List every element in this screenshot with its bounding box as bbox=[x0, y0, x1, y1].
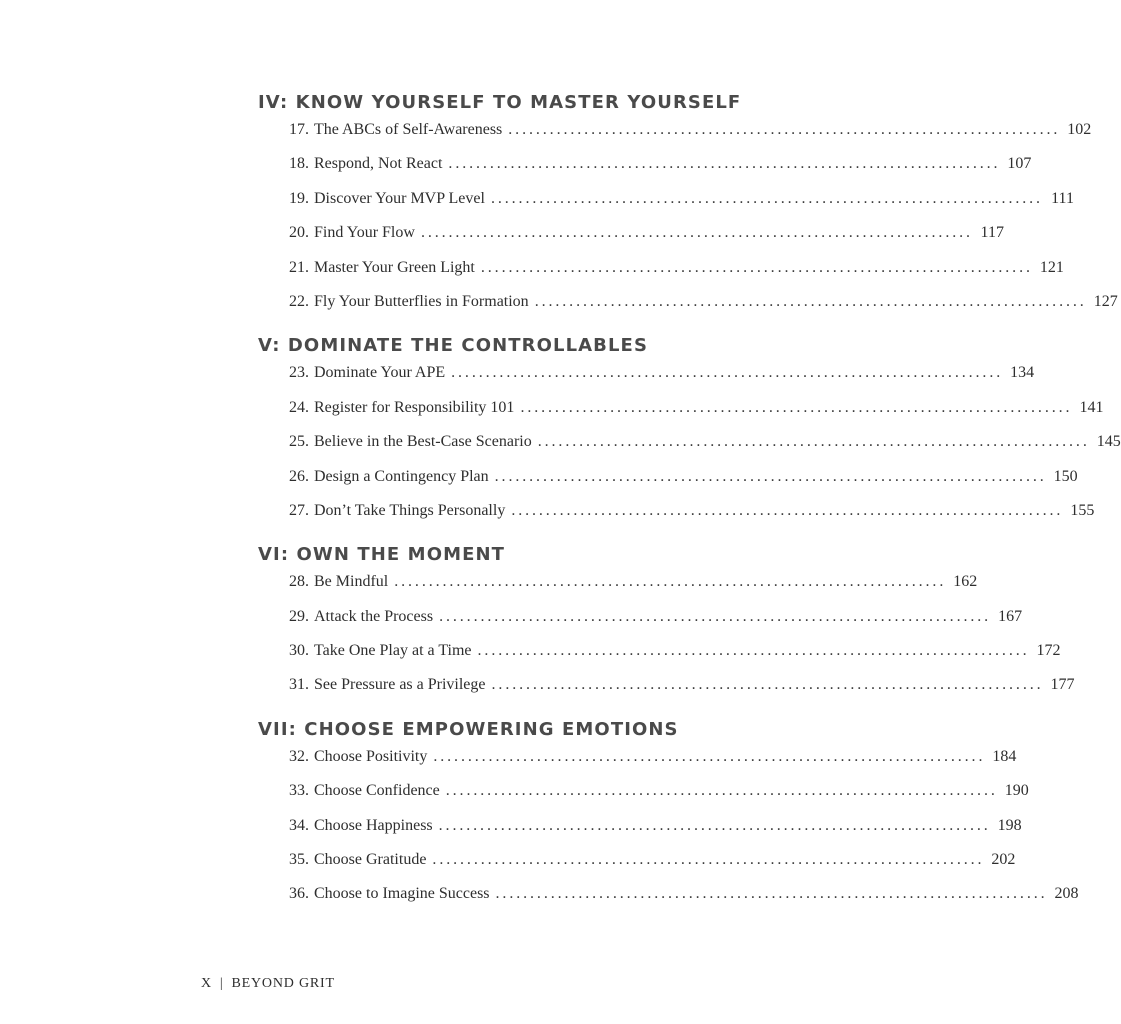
chapter-title: Don’t Take Things Personally bbox=[314, 501, 506, 519]
chapter-number: 36. bbox=[289, 885, 309, 903]
chapter-title: Choose Happiness bbox=[314, 816, 433, 834]
chapter-number: 27. bbox=[289, 501, 309, 519]
toc-entry bbox=[258, 811, 1022, 845]
chapter-number: 34. bbox=[289, 816, 309, 834]
chapter-number: 33. bbox=[289, 782, 309, 800]
table-of-contents bbox=[258, 91, 1121, 914]
dot-leader: ................................................................................ bbox=[477, 642, 1030, 660]
folio-page-number: X bbox=[201, 976, 212, 991]
footer-separator: | bbox=[219, 976, 224, 991]
page-number: 117 bbox=[980, 224, 1004, 242]
chapter-number: 19. bbox=[289, 189, 309, 207]
section-entries bbox=[258, 358, 1121, 530]
chapter-title: Believe in the Best-Case Scenario bbox=[314, 433, 532, 451]
dot-leader: ................................................................................ bbox=[511, 501, 1064, 519]
chapter-number: 24. bbox=[289, 398, 309, 416]
section-title: IV: KNOW YOURSELF TO MASTER YOURSELF bbox=[258, 92, 742, 113]
dot-leader: ................................................................................ bbox=[432, 851, 985, 869]
chapter-number: 30. bbox=[289, 642, 309, 660]
toc-entry bbox=[258, 670, 1075, 704]
page-number: 145 bbox=[1096, 433, 1121, 451]
toc-section bbox=[258, 718, 1079, 914]
toc-section bbox=[258, 543, 1075, 705]
toc-entry bbox=[258, 776, 1029, 810]
toc-entry bbox=[258, 845, 1016, 879]
toc-entry bbox=[258, 496, 1095, 530]
chapter-title: Dominate Your APE bbox=[314, 364, 446, 382]
page-number: 202 bbox=[991, 851, 1016, 869]
page-number: 198 bbox=[997, 816, 1022, 834]
chapter-number: 31. bbox=[289, 676, 309, 694]
chapter-title: Choose Positivity bbox=[314, 747, 428, 765]
page-number: 162 bbox=[953, 573, 978, 591]
page-number: 111 bbox=[1051, 189, 1074, 207]
dot-leader: ................................................................................ bbox=[534, 292, 1087, 310]
chapter-title: Choose Confidence bbox=[314, 782, 440, 800]
running-book-title: BEYOND GRIT bbox=[231, 976, 335, 991]
toc-entry bbox=[258, 184, 1074, 218]
dot-leader: ................................................................................ bbox=[508, 121, 1061, 138]
page-number: 150 bbox=[1053, 467, 1078, 485]
page-number: 134 bbox=[1010, 364, 1035, 382]
chapter-number: 22. bbox=[289, 292, 309, 310]
chapter-title: Attack the Process bbox=[314, 607, 434, 625]
chapter-title: Register for Responsibility 101 bbox=[314, 398, 515, 416]
chapter-title: Be Mindful bbox=[314, 573, 389, 591]
section-entries bbox=[258, 742, 1079, 914]
toc-entry bbox=[258, 462, 1078, 496]
dot-leader: ................................................................................ bbox=[451, 364, 1004, 382]
chapter-number: 23. bbox=[289, 364, 309, 382]
toc-entry bbox=[258, 742, 1017, 776]
section-entries bbox=[258, 115, 1118, 321]
chapter-title: Take One Play at a Time bbox=[314, 642, 472, 660]
page-number: 172 bbox=[1036, 642, 1061, 660]
page-number: 177 bbox=[1050, 676, 1075, 694]
page-number: 190 bbox=[1004, 782, 1029, 800]
toc-entry bbox=[258, 149, 1032, 183]
dot-leader: ................................................................................ bbox=[520, 398, 1073, 416]
page-number: 127 bbox=[1093, 292, 1118, 310]
chapter-number: 25. bbox=[289, 433, 309, 451]
page-number: 107 bbox=[1007, 155, 1032, 173]
page-number: 167 bbox=[998, 607, 1023, 625]
page-number: 208 bbox=[1054, 885, 1079, 903]
toc-entry bbox=[258, 358, 1035, 392]
chapter-number: 29. bbox=[289, 607, 309, 625]
page-footer bbox=[201, 976, 335, 992]
toc-entry bbox=[258, 567, 978, 601]
toc-entry bbox=[258, 879, 1079, 913]
dot-leader: ................................................................................ bbox=[420, 224, 973, 242]
chapter-title: Fly Your Butterflies in Formation bbox=[314, 292, 529, 310]
dot-leader: ................................................................................ bbox=[439, 607, 992, 625]
chapter-title: Master Your Green Light bbox=[314, 258, 475, 276]
page-number: 155 bbox=[1070, 501, 1095, 519]
dot-leader: ................................................................................ bbox=[433, 747, 986, 765]
toc-entry bbox=[258, 636, 1061, 670]
toc-entry bbox=[258, 393, 1104, 427]
toc-entry bbox=[258, 115, 1092, 149]
dot-leader: ................................................................................ bbox=[495, 885, 1048, 903]
dot-leader: ................................................................................ bbox=[438, 816, 991, 834]
dot-leader: ................................................................................ bbox=[448, 155, 1001, 173]
toc-entry bbox=[258, 218, 1004, 252]
dot-leader: ................................................................................ bbox=[480, 258, 1033, 276]
section-entries bbox=[258, 567, 1075, 705]
chapter-title: See Pressure as a Privilege bbox=[314, 676, 486, 694]
chapter-title: Choose Gratitude bbox=[314, 851, 427, 869]
page-number: 184 bbox=[992, 747, 1017, 765]
chapter-number: 18. bbox=[289, 155, 309, 173]
chapter-number: 17. bbox=[289, 121, 309, 138]
chapter-title: The ABCs of Self-Awareness bbox=[314, 121, 503, 138]
chapter-title: Discover Your MVP Level bbox=[314, 189, 485, 207]
chapter-number: 35. bbox=[289, 851, 309, 869]
page-number: 141 bbox=[1079, 398, 1104, 416]
toc-section bbox=[258, 91, 1118, 321]
toc-entry bbox=[258, 602, 1023, 636]
chapter-number: 28. bbox=[289, 573, 309, 591]
chapter-title: Find Your Flow bbox=[314, 224, 415, 242]
section-title: V: DOMINATE THE CONTROLLABLES bbox=[258, 335, 649, 357]
page-number: 121 bbox=[1039, 258, 1064, 276]
page-number: 102 bbox=[1067, 121, 1092, 138]
chapter-title: Design a Contingency Plan bbox=[314, 467, 489, 485]
chapter-number: 21. bbox=[289, 258, 309, 276]
dot-leader: ................................................................................ bbox=[394, 573, 947, 591]
dot-leader: ................................................................................ bbox=[494, 467, 1047, 485]
chapter-number: 20. bbox=[289, 224, 309, 242]
toc-entry bbox=[258, 427, 1121, 461]
dot-leader: ................................................................................ bbox=[490, 189, 1043, 207]
toc-entry bbox=[258, 253, 1064, 287]
chapter-title: Respond, Not React bbox=[314, 155, 443, 173]
dot-leader: ................................................................................ bbox=[445, 782, 998, 800]
dot-leader: ................................................................................ bbox=[537, 433, 1090, 451]
chapter-title: Choose to Imagine Success bbox=[314, 885, 490, 903]
chapter-number: 32. bbox=[289, 747, 309, 765]
chapter-number: 26. bbox=[289, 467, 309, 485]
toc-entry bbox=[258, 287, 1118, 321]
toc-section bbox=[258, 334, 1121, 530]
dot-leader: ................................................................................ bbox=[491, 676, 1044, 694]
section-title: VII: CHOOSE EMPOWERING EMOTIONS bbox=[258, 718, 679, 740]
section-title: VI: OWN THE MOMENT bbox=[258, 544, 506, 566]
